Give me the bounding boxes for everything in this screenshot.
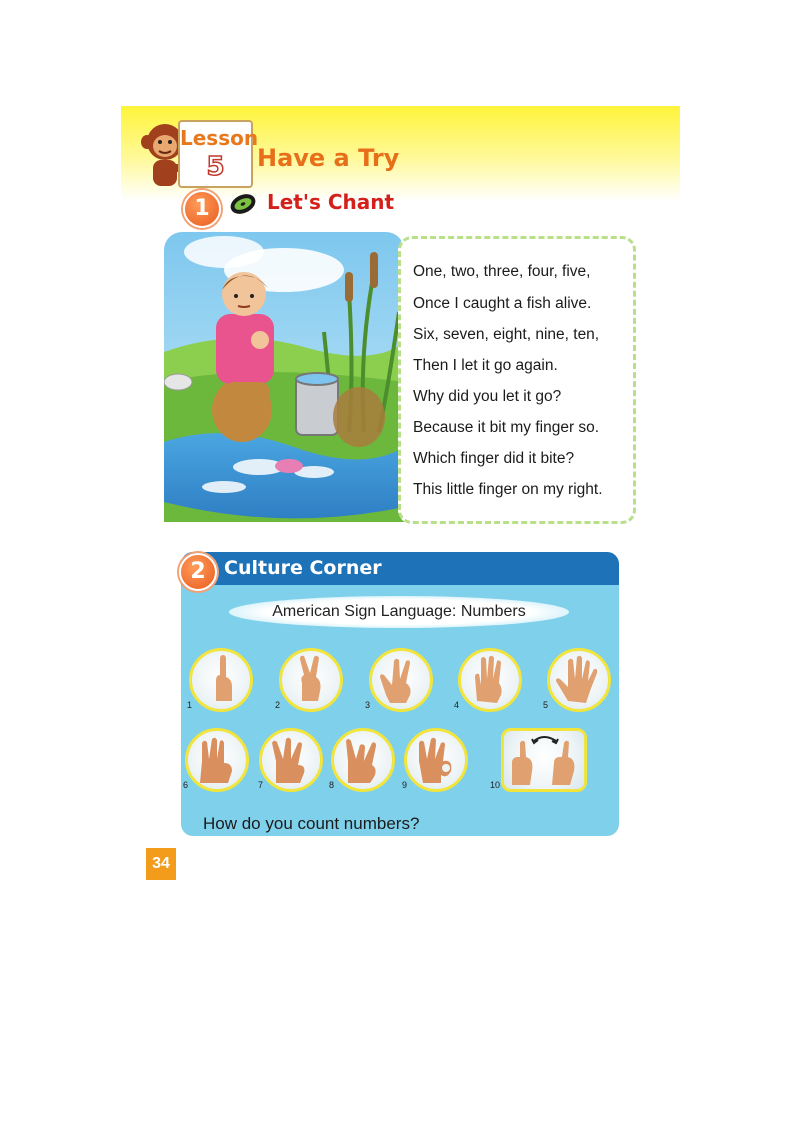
lesson-label: Lesson bbox=[180, 126, 259, 150]
cd-audio-icon bbox=[228, 192, 258, 216]
culture-corner-header bbox=[181, 552, 619, 585]
section-title-culture-corner: Culture Corner bbox=[224, 557, 382, 579]
hand-sign-4-icon bbox=[461, 651, 519, 709]
section-number-2: 2 bbox=[179, 553, 217, 591]
culture-corner-panel bbox=[181, 552, 619, 836]
chant-line: Because it bit my finger so. bbox=[413, 419, 600, 436]
hand-number-8: 8 bbox=[329, 780, 335, 790]
hand-number-6: 6 bbox=[183, 780, 189, 790]
asl-subtitle: American Sign Language: Numbers bbox=[272, 603, 526, 620]
hand-number-3: 3 bbox=[365, 700, 371, 710]
discussion-question: How do you count numbers? bbox=[203, 814, 420, 833]
hand-number-7: 7 bbox=[258, 780, 264, 790]
lesson-number: 5 bbox=[206, 152, 225, 182]
page-title: Have a Try bbox=[257, 144, 400, 172]
hand-sign-3 bbox=[369, 648, 433, 712]
chant-text-box bbox=[398, 236, 636, 524]
hand-sign-2 bbox=[279, 648, 343, 712]
hand-sign-5-icon bbox=[550, 651, 608, 709]
hand-number-1: 1 bbox=[187, 700, 193, 710]
hand-sign-4 bbox=[458, 648, 522, 712]
chant-line: This little finger on my right. bbox=[413, 481, 603, 498]
lesson-badge bbox=[178, 120, 259, 188]
lesson-banner bbox=[121, 106, 680, 201]
hand-number-2: 2 bbox=[275, 700, 281, 710]
section-title-lets-chant: Let's Chant bbox=[267, 190, 395, 214]
hand-sign-7 bbox=[259, 728, 323, 792]
hand-sign-6 bbox=[185, 728, 249, 792]
hand-sign-10-icon bbox=[504, 731, 584, 789]
boy-fishing-illustration bbox=[164, 232, 404, 522]
hand-number-5: 5 bbox=[543, 700, 549, 710]
chant-line: Six, seven, eight, nine, ten, bbox=[413, 326, 600, 343]
chant-line: Why did you let it go? bbox=[413, 388, 562, 405]
hand-sign-7-icon bbox=[262, 731, 320, 789]
textbook-page bbox=[121, 106, 680, 886]
hand-sign-8-icon bbox=[334, 731, 392, 789]
chant-line: Which finger did it bite? bbox=[413, 450, 575, 467]
page-number: 34 bbox=[146, 848, 176, 880]
chant-line: One, two, three, four, five, bbox=[413, 263, 591, 280]
chant-line: Then I let it go again. bbox=[413, 357, 558, 374]
hand-sign-6-icon bbox=[188, 731, 246, 789]
hand-number-10: 10 bbox=[490, 780, 501, 790]
hand-sign-9 bbox=[404, 728, 468, 792]
hand-sign-3-icon bbox=[372, 651, 430, 709]
hand-number-9: 9 bbox=[402, 780, 408, 790]
section-number-1: 1 bbox=[183, 190, 221, 228]
chant-line: Once I caught a fish alive. bbox=[413, 295, 592, 312]
hand-sign-2-icon bbox=[282, 651, 340, 709]
hand-sign-9-icon bbox=[407, 731, 465, 789]
asl-subtitle-oval bbox=[229, 596, 569, 628]
hand-sign-1 bbox=[189, 648, 253, 712]
hand-sign-8 bbox=[331, 728, 395, 792]
hand-sign-10 bbox=[501, 728, 587, 792]
hand-sign-1-icon bbox=[192, 651, 250, 709]
hand-number-4: 4 bbox=[454, 700, 460, 710]
hand-sign-5 bbox=[547, 648, 611, 712]
